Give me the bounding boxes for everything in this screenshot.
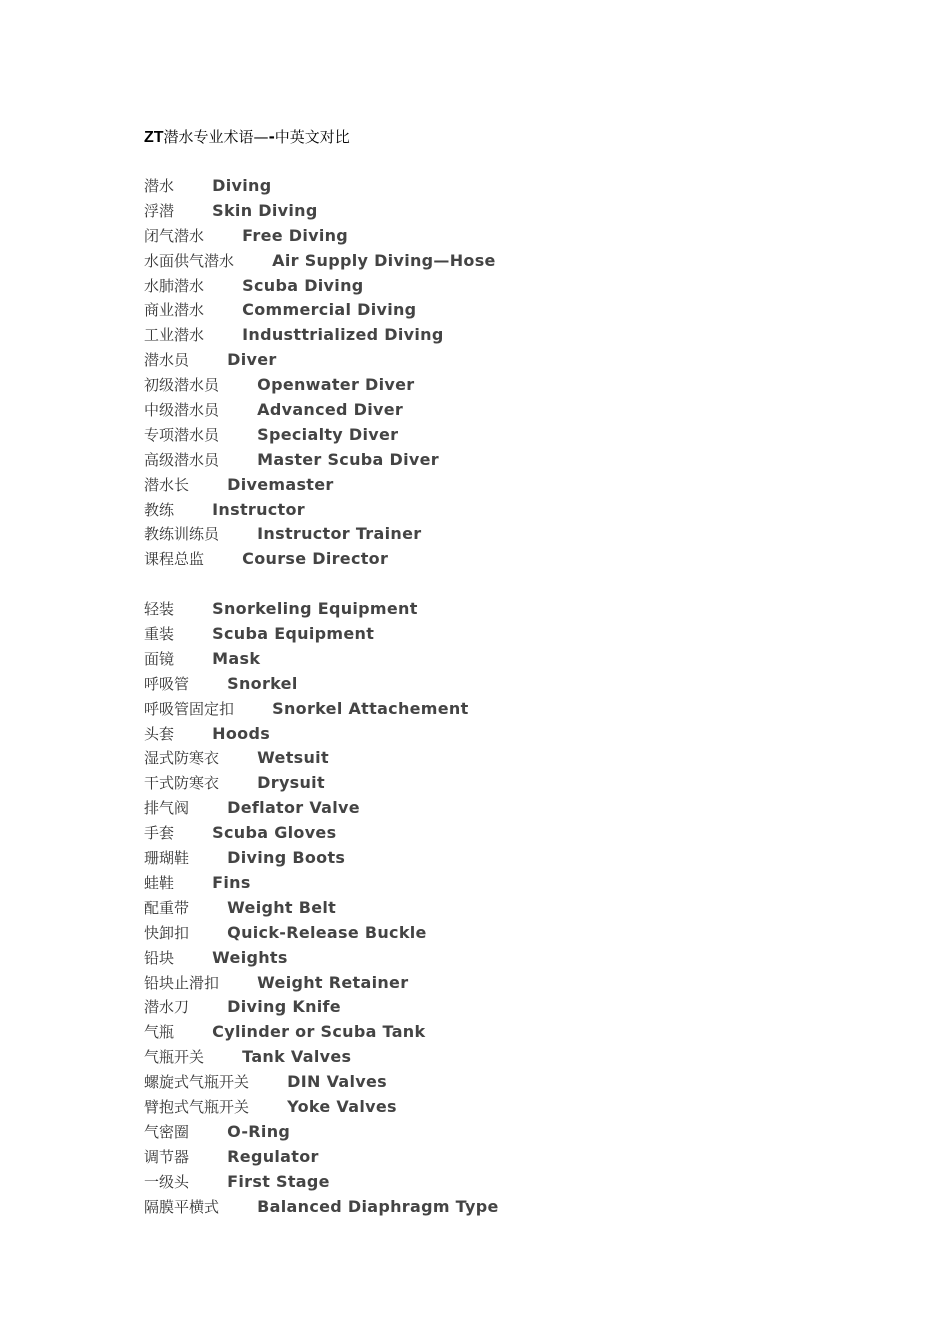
english-term: Diving [212,176,272,195]
english-term: Weights [212,947,288,967]
english-term: Instructor Trainer [257,524,422,544]
glossary-row [144,746,844,771]
term-separator [189,1173,227,1191]
english-term: Regulator [227,1146,319,1166]
english-term: Diver [227,350,277,370]
glossary-row [144,224,844,249]
glossary-row [144,373,844,398]
term-separator [189,924,227,942]
chinese-term: 呼吸管 [144,674,190,693]
english-term: Snorkel Attachement [272,698,469,718]
term-separator [249,1073,287,1091]
glossary-row [144,896,844,921]
glossary-row [144,1120,844,1145]
glossary-row [144,199,844,224]
english-term: Tank Valves [242,1047,352,1067]
english-term: Snorkeling Equipment [212,599,418,619]
glossary-row [144,971,844,996]
term-separator [174,949,212,967]
english-term: Diving Knife [227,997,341,1017]
glossary-row [144,995,844,1020]
chinese-term: 浮潜 [144,201,175,220]
english-term: Instructor [212,499,305,519]
glossary-row [144,1095,844,1120]
glossary-row [144,348,844,373]
chinese-term: 重装 [144,625,175,644]
term-separator [219,376,257,394]
glossary-row [144,448,844,473]
glossary-row [144,697,844,722]
chinese-term: 头套 [144,724,175,743]
chinese-term: 闭气潜水 [144,226,205,245]
term-separator [174,874,212,892]
chinese-term: 螺旋式气瓶开关 [144,1073,250,1092]
english-term: Cylinder or Scuba Tank [212,1022,426,1042]
chinese-term: 轻装 [144,600,175,619]
term-separator [174,650,212,668]
term-separator [219,525,257,543]
english-term: Fins [212,872,251,892]
term-separator [234,700,272,718]
term-separator [189,799,227,817]
glossary-row [144,946,844,971]
term-separator [174,725,212,743]
chinese-term: 干式防寒衣 [144,774,220,793]
glossary-row [144,821,844,846]
term-separator [189,1123,227,1141]
chinese-term: 蛙鞋 [144,873,175,892]
glossary-row [144,249,844,274]
term-separator [204,227,242,245]
title-prefix: ZT [144,129,164,146]
english-term: Free Diving [242,225,349,245]
english-term: Openwater Diver [257,375,415,395]
chinese-term: 水面供气潜水 [144,251,235,270]
chinese-term: 水肺潜水 [144,276,205,295]
glossary-row [144,1045,844,1070]
chinese-term: 快卸扣 [144,923,190,942]
glossary-row [144,547,844,572]
chinese-term: 课程总监 [144,550,205,569]
english-term: Scuba Equipment [212,624,375,644]
english-term: Quick-Release Buckle [227,922,427,942]
english-term: Wetsuit [257,748,329,768]
english-term: Mask [212,648,261,668]
english-term: Specialty Diver [257,424,399,444]
glossary-row [144,423,844,448]
chinese-term: 教练训练员 [144,525,220,544]
glossary-row [144,796,844,821]
english-term: Divemaster [227,474,334,494]
glossary-row [144,522,844,547]
chinese-term: 湿式防寒衣 [144,749,220,768]
title-dash: - [268,128,275,146]
english-term: Skin Diving [212,200,318,220]
glossary-row [144,771,844,796]
term-separator [204,277,242,295]
term-separator [189,351,227,369]
chinese-term: 工业潜水 [144,326,205,345]
english-term: First Stage [227,1171,330,1191]
glossary-row [144,1070,844,1095]
chinese-term: 隔膜平横式 [144,1197,220,1216]
document-title [144,126,350,147]
chinese-term: 中级潜水员 [144,401,220,420]
glossary-row [144,672,844,697]
chinese-term: 商业潜水 [144,301,205,320]
term-separator [189,998,227,1016]
english-term: Scuba Diving [242,275,364,295]
chinese-term: 气瓶开关 [144,1048,205,1067]
chinese-term: 一级头 [144,1172,190,1191]
english-term: Air Supply Diving—Hose [272,250,496,270]
term-separator [219,974,257,992]
chinese-term: 调节器 [144,1147,190,1166]
glossary-row [144,871,844,896]
english-term: Master Scuba Diver [257,449,439,469]
glossary-row [144,298,844,323]
term-separator [219,774,257,792]
glossary-row [144,921,844,946]
chinese-term: 潜水员 [144,351,190,370]
glossary-row [144,1195,844,1220]
english-term: Hoods [212,723,271,743]
chinese-term: 铅块 [144,948,175,967]
english-term: Drysuit [257,773,325,793]
term-separator [174,202,212,220]
chinese-term: 呼吸管固定扣 [144,699,235,718]
english-term: Scuba Gloves [212,823,337,843]
title-main: 潜水专业术语— [163,128,269,146]
english-term: O-Ring [227,1121,291,1141]
chinese-term: 臂抱式气瓶开关 [144,1097,250,1116]
english-term: Course Director [242,549,389,569]
term-separator [204,301,242,319]
chinese-term: 配重带 [144,898,190,917]
english-term: Weight Belt [227,897,337,917]
chinese-term: 潜水 [144,177,175,195]
glossary-row [144,622,844,647]
english-term: Snorkel [227,673,298,693]
english-term: DIN Valves [287,1072,387,1092]
term-separator [219,749,257,767]
term-separator [174,177,212,195]
term-separator [174,1023,212,1041]
term-separator [189,849,227,867]
chinese-term: 初级潜水员 [144,376,220,395]
term-separator [234,252,272,270]
term-separator [189,476,227,494]
term-separator [174,501,212,519]
term-separator [219,426,257,444]
chinese-term: 排气阀 [144,799,190,818]
chinese-term: 潜水刀 [144,998,190,1017]
chinese-term: 潜水长 [144,475,190,494]
term-separator [204,550,242,568]
english-term: Yoke Valves [287,1096,397,1116]
glossary-list [144,174,844,1219]
term-separator [174,824,212,842]
chinese-term: 手套 [144,824,175,843]
term-separator [204,1048,242,1066]
chinese-term: 气密圈 [144,1122,190,1141]
glossary-row [144,323,844,348]
term-separator [219,401,257,419]
english-term: Industtrialized Diving [242,325,444,345]
chinese-term: 教练 [144,500,175,519]
chinese-term: 珊瑚鞋 [144,849,190,868]
section-spacer [144,572,844,597]
term-separator [249,1098,287,1116]
chinese-term: 气瓶 [144,1023,175,1042]
english-term: Diving Boots [227,848,346,868]
glossary-row [144,274,844,299]
english-term: Weight Retainer [257,972,409,992]
term-separator [219,451,257,469]
glossary-row [144,473,844,498]
english-term: Balanced Diaphragm Type [257,1196,499,1216]
chinese-term: 专项潜水员 [144,425,220,444]
term-separator [219,1198,257,1216]
chinese-term: 铅块止滑扣 [144,973,220,992]
chinese-term: 面镜 [144,649,175,668]
term-separator [174,625,212,643]
glossary-row [144,722,844,747]
term-separator [189,675,227,693]
term-separator [204,326,242,344]
glossary-row [144,398,844,423]
english-term: Deflator Valve [227,798,360,818]
chinese-term: 高级潜水员 [144,450,220,469]
title-suffix: 中英文对比 [274,128,350,146]
term-separator [189,899,227,917]
english-term: Commercial Diving [242,300,417,320]
term-separator [174,600,212,618]
glossary-row [144,597,844,622]
glossary-row [144,647,844,672]
glossary-row [144,846,844,871]
glossary-row [144,1145,844,1170]
glossary-row [144,498,844,523]
glossary-row [144,1170,844,1195]
glossary-row [144,1020,844,1045]
glossary-row [144,174,844,199]
term-separator [189,1148,227,1166]
english-term: Advanced Diver [257,400,404,420]
